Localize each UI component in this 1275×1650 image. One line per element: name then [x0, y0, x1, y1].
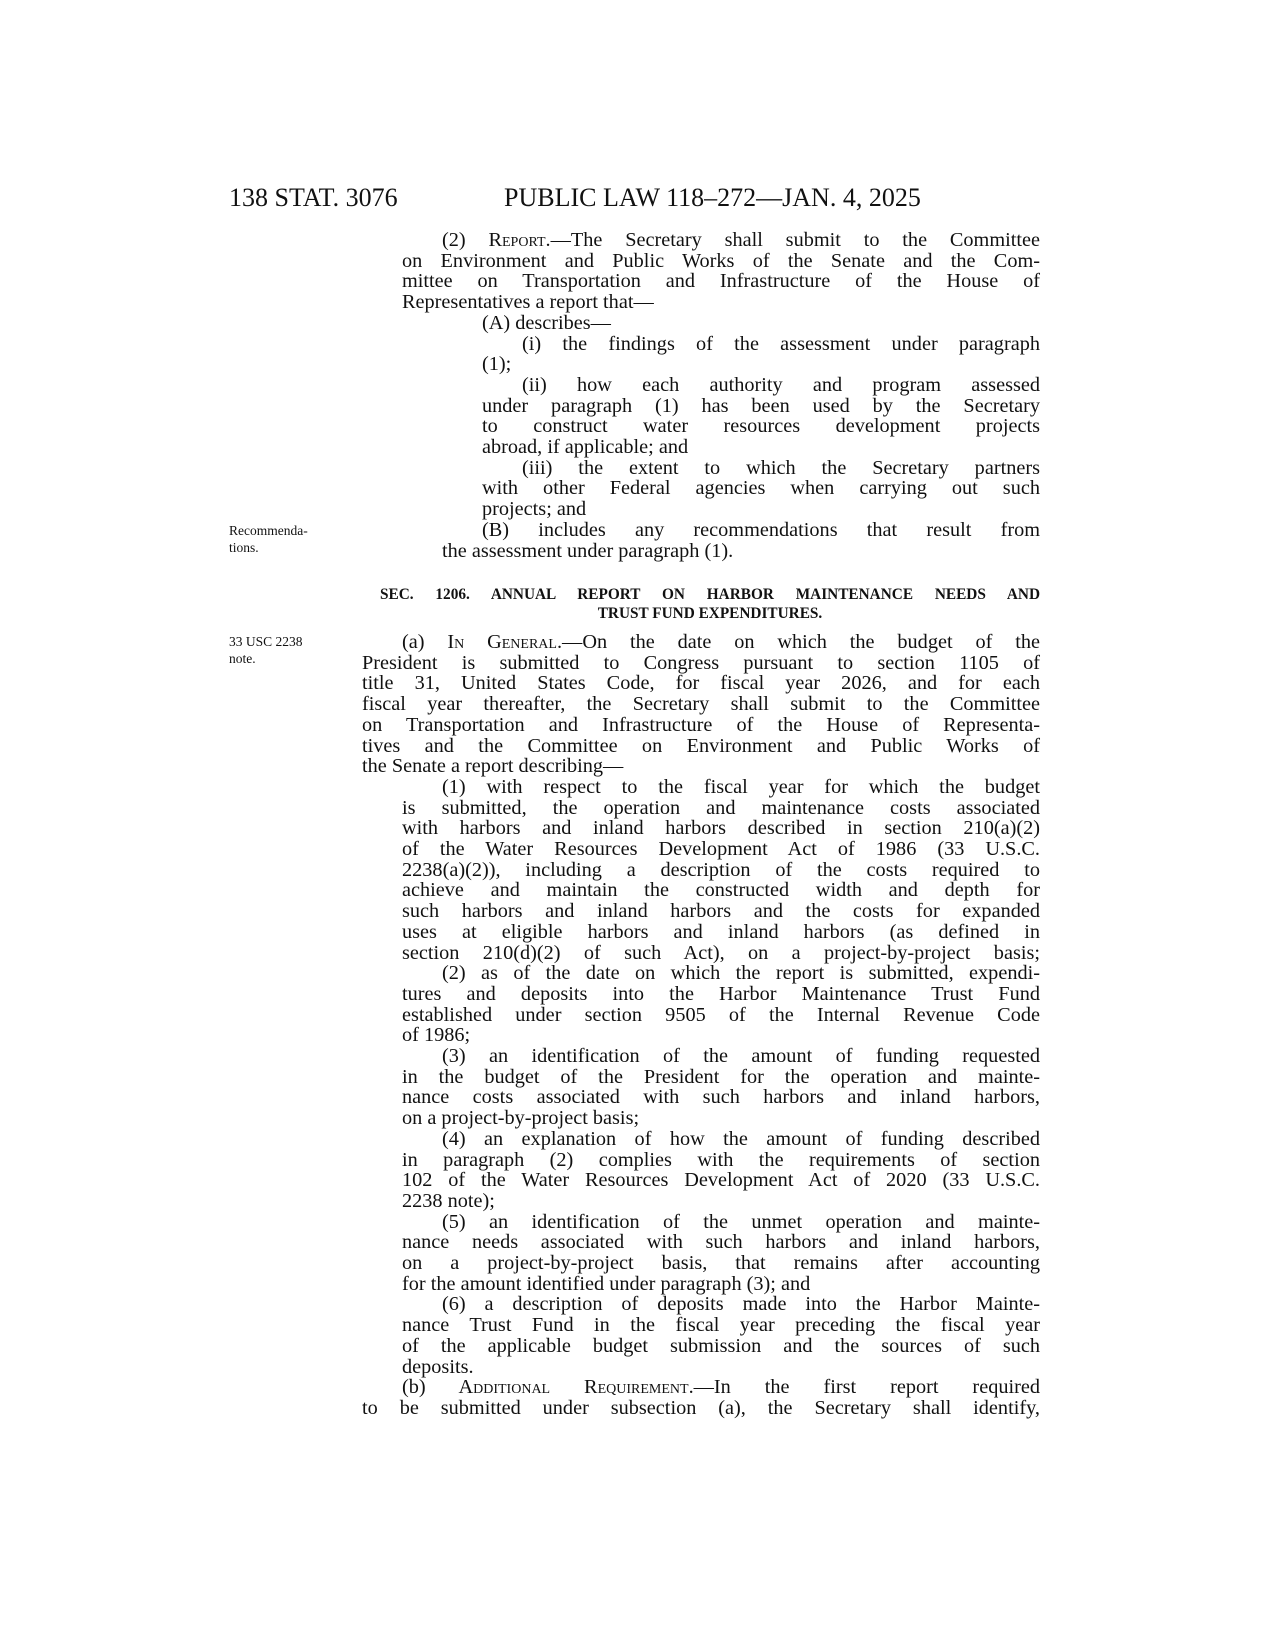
text-line: such harbors and inland harbors and the costs for expanded	[402, 900, 1040, 923]
item-2	[402, 963, 1040, 1046]
item-6	[402, 1294, 1040, 1377]
text-line: to construct water resources development projects	[482, 415, 1040, 438]
text-line: established under section 9505 of the Internal Revenue Code	[402, 1003, 1040, 1026]
text-line: mittee on Transportation and Infrastructure of the House of	[402, 270, 1040, 293]
margin-note-recommendations: Recommenda- tions.	[229, 523, 308, 555]
text-line: (4) an explanation of how the amount of funding described	[442, 1127, 1040, 1150]
text-line: achieve and maintain the constructed width and depth for	[402, 879, 1040, 902]
text-line: nance costs associated with such harbors and inland harbors,	[402, 1086, 1040, 1109]
text-line: 102 of the Water Resources Development Act of 2020 (33 U.S.C.	[402, 1169, 1040, 1192]
text-line: nance Trust Fund in the fiscal year preceding the fiscal year	[402, 1314, 1040, 1337]
text-line: (6) a description of deposits made into the Harbor Mainte-	[442, 1293, 1040, 1316]
text-line: (A) describes—	[482, 311, 611, 334]
text-line: of the applicable budget submission and the sources of such	[402, 1334, 1040, 1357]
running-title: PUBLIC LAW 118–272—JAN. 4, 2025	[504, 183, 921, 212]
text-line: (b) Additional Requirement.—In the first report required	[402, 1376, 1041, 1399]
text-line: on Transportation and Infrastructure of the House of Representa-	[362, 713, 1040, 736]
stat-citation: 138 STAT. 3076	[229, 183, 398, 212]
text-line: (5) an identification of the unmet operation and mainte-	[442, 1210, 1040, 1233]
item-1	[402, 777, 1040, 963]
text-line: for the amount identified under paragraph (3); and	[402, 1272, 811, 1295]
text-line: in the budget of the President for the operation and mainte-	[402, 1065, 1040, 1088]
text-line: Representatives a report that—	[402, 291, 654, 314]
text-line: the Senate a report describing—	[362, 755, 624, 778]
text-line: (2) as of the date on which the report is submitted, expendi-	[442, 962, 1040, 985]
subsection-b	[362, 1377, 1040, 1418]
subparagraph-b	[442, 520, 1040, 561]
clause-iii	[482, 458, 1040, 520]
text-line: tures and deposits into the Harbor Maintenance Trust Fund	[402, 982, 1040, 1005]
text-line: President is submitted to Congress pursuant to section 1105 of	[362, 651, 1040, 674]
subsection-a	[362, 632, 1040, 777]
text-line: 2238(a)(2)), including a description of the costs required to	[402, 858, 1040, 881]
text-line: (ii) how each authority and program assessed	[522, 373, 1040, 396]
text-line: (3) an identification of the amount of funding requested	[442, 1045, 1040, 1067]
page-header	[229, 178, 1039, 218]
text-line: uses at eligible harbors and inland harbors (as defined in	[402, 920, 1040, 943]
text-line: (B) includes any recommendations that result from	[482, 518, 1040, 541]
text-line: section 210(d)(2) of such Act), on a project-by-project basis;	[402, 941, 1040, 964]
subparagraph-a	[482, 313, 1040, 334]
clause-i	[482, 334, 1040, 375]
text-line: nance needs associated with such harbors and inland harbors,	[402, 1231, 1040, 1254]
text-line: the assessment under paragraph (1).	[442, 539, 734, 562]
text-line: (i) the findings of the assessment under paragraph	[522, 332, 1040, 355]
text-line: is submitted, the operation and maintenance costs associated	[402, 796, 1040, 819]
section-heading	[380, 585, 1040, 623]
text-line: deposits.	[402, 1355, 474, 1378]
text-line: on a project-by-project basis;	[402, 1107, 640, 1130]
text-line: (iii) the extent to which the Secretary partners	[522, 456, 1040, 479]
item-4	[402, 1129, 1040, 1212]
text-line: on Environment and Public Works of the Senate and the Com-	[402, 249, 1040, 272]
text-line: of the Water Resources Development Act of 1986 (33 U.S.C.	[402, 838, 1040, 860]
text-line: of 1986;	[402, 1024, 471, 1047]
text-line: projects; and	[482, 498, 587, 521]
text-line: in paragraph (2) complies with the requirements of section	[402, 1148, 1040, 1171]
report-paragraph	[402, 230, 1040, 313]
text-line: (1);	[482, 353, 512, 376]
item-5	[402, 1212, 1040, 1295]
item-3	[402, 1046, 1040, 1129]
text-line: tives and the Committee on Environment and Public Works of	[362, 734, 1040, 757]
text-line: (1) with respect to the fiscal year for which the budget	[442, 775, 1040, 798]
text-line: abroad, if applicable; and	[482, 436, 689, 458]
text-line: fiscal year thereafter, the Secretary shall submit to the Committee	[362, 693, 1040, 716]
text-line: (a) In General.—On the date on which the budget of the	[402, 631, 1040, 653]
clause-ii	[482, 375, 1040, 458]
text-line: with other Federal agencies when carrying out such	[482, 477, 1040, 500]
text-line: to be submitted under subsection (a), the Secretary shall identify,	[362, 1396, 1040, 1419]
text-line: title 31, United States Code, for fiscal year 2026, and for each	[362, 672, 1040, 695]
text-line: with harbors and inland harbors described in section 210(a)(2)	[402, 817, 1040, 840]
text-line: under paragraph (1) has been used by the Secretary	[482, 394, 1040, 417]
text-line: 2238 note);	[402, 1189, 495, 1212]
section-heading-line: TRUST FUND EXPENDITURES.	[597, 605, 823, 622]
section-heading-line: SEC. 1206. ANNUAL REPORT ON HARBOR MAINTENANCE NEEDS AND	[380, 586, 1040, 603]
margin-note-usc: 33 USC 2238 note.	[229, 634, 303, 666]
text-line: on a project-by-project basis, that remains after accounting	[402, 1252, 1040, 1274]
text-line: (2) Report.—The Secretary shall submit to the Committee	[442, 229, 1041, 251]
